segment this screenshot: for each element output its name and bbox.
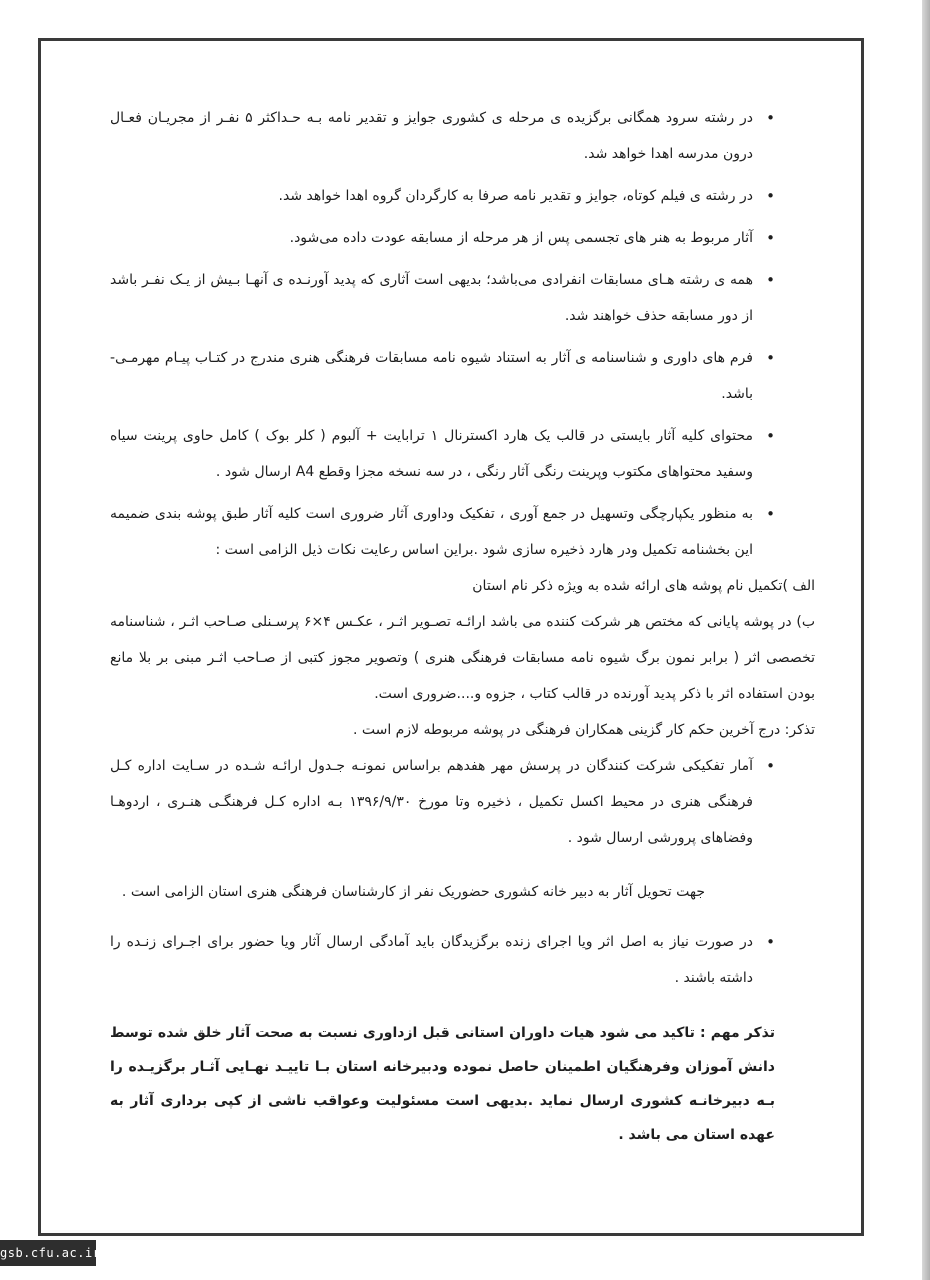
- important-note: تذکر مهم : تاکید می شود هیات داوران استانی قبل ازداوری نسبت به صحت آثار خلق شده توسط دانش آموزان وفرهنگیان اطمینان حاصل نموده ودبیرخانه استان بـا تاییـد نهـایی آثـار برگزیـده را بـه دبیرخانـه کشوری ارسال نماید .بدیهی است مسئولیت وعواقب ناشی از کپی برداری آثار به عهده استان می باشد .: [110, 1025, 775, 1143]
- sub-item-be: ب) در پوشه پایانی که مختص هر شرکت کننده می باشد ارائـه تصـویر اثـر ، عکـس ۴×۶ پرسـنلی صـاحب اثـر ، شناسنامه تخصصی اثر ( برابر نمون برگ شیوه نامه مسابقات فرهنگی هنری ) وتصویر مجوز کتبی از صـاحب اثـر مبنی بر بلا مانع بودن استفاده اثر با ذکر پدید آورنده در قالب کتاب ، جزوه و....ضروری است.: [110, 614, 815, 702]
- bullet-item-4: • همه ی رشته هـای مسابقات انفرادی می‌باشد؛ بدیهی است آثاری که پدید آورنـده ی آنهـا بـیش از یـک نفـر باشد از دور مسابقه حذف خواهند شد.: [110, 262, 775, 334]
- reminder-note: تذکر: درج آخرین حکم کار گزینی همکاران فرهنگی در پوشه مربوطه لازم است .: [352, 722, 815, 738]
- bullet-item-6: • محتوای کلیه آثار بایستی در قالب یک هارد اکسترنال ۱ ترابایت + آلبوم ( کلر بوک ) کامل حاوی پرینت سیاه وسفید محتواهای مکتوب وپرینت رنگی آثار رنگی ، در سه نسخه مجزا وقطع A4 ارسال شود .: [110, 418, 775, 490]
- bullet-item-5: • فرم های داوری و شناسنامه ی آثار به استناد شیوه نامه مسابقات فرهنگی هنری مندرج در کتـاب پیـام مهرمـی- باشد.: [110, 340, 775, 412]
- document-body: [110, 100, 815, 1152]
- bullet-item-3: • آثار مربوط به هنر های تجسمی پس از هر مرحله از مسابقه عودت داده می‌شود.: [110, 220, 775, 256]
- sub-item-alef: الف )تکمیل نام پوشه های ارائه شده به ویژه ذکر نام استان: [472, 578, 815, 594]
- bullet-item-9: • در صورت نیاز به اصل اثر ویا اجرای زنده برگزیدگان باید آمادگی ارسال آثار ویا حضور برای اجـرای زنـده را داشته باشند .: [110, 924, 775, 996]
- bullet-item-1: • در رشته سرود همگانی برگزیده ی مرحله ی کشوری جوایز و تقدیر نامه بـه حـداکثر ۵ نفـر از مجریـان فعـال درون مدرسه اهدا خواهد شد.: [110, 100, 775, 172]
- bullet-item-8: • آمار تفکیکی شرکت کنندگان در پرسش مهر هفدهم براساس نمونـه جـدول ارائـه شـده در سـایت اداره کـل فرهنگی هنری در محیط اکسل تکمیل ، ذخیره وتا مورخ ۱۳۹۶/۹/۳۰ بـه اداره کـل فرهنگـی هنـری ، اردوهـا وفضاهای پرورشی ارسال شود .: [110, 748, 775, 856]
- site-logo[interactable]: gsb.cfu.ac.ir: [0, 1240, 96, 1266]
- bullet-item-2: • در رشته ی فیلم کوتاه، جوایز و تقدیر نامه صرفا به کارگردان گروه اهدا خواهد شد.: [110, 178, 775, 214]
- bullet-item-7: • به منظور یکپارچگی وتسهیل در جمع آوری ، تفکیک وداوری آثار ضروری است کلیه آثار طبق پوشه بندی ضمیمه این بخشنامه تکمیل ودر هارد ذخیره سازی شود .براین اساس رعایت نکات ذیل الزامی است :: [110, 496, 775, 568]
- page-edge-shadow: [922, 0, 930, 1280]
- delivery-note: جهت تحویل آثار به دبیر خانه کشوری حضوریک نفر از کارشناسان فرهنگی هنری استان الزامی است .: [121, 884, 705, 900]
